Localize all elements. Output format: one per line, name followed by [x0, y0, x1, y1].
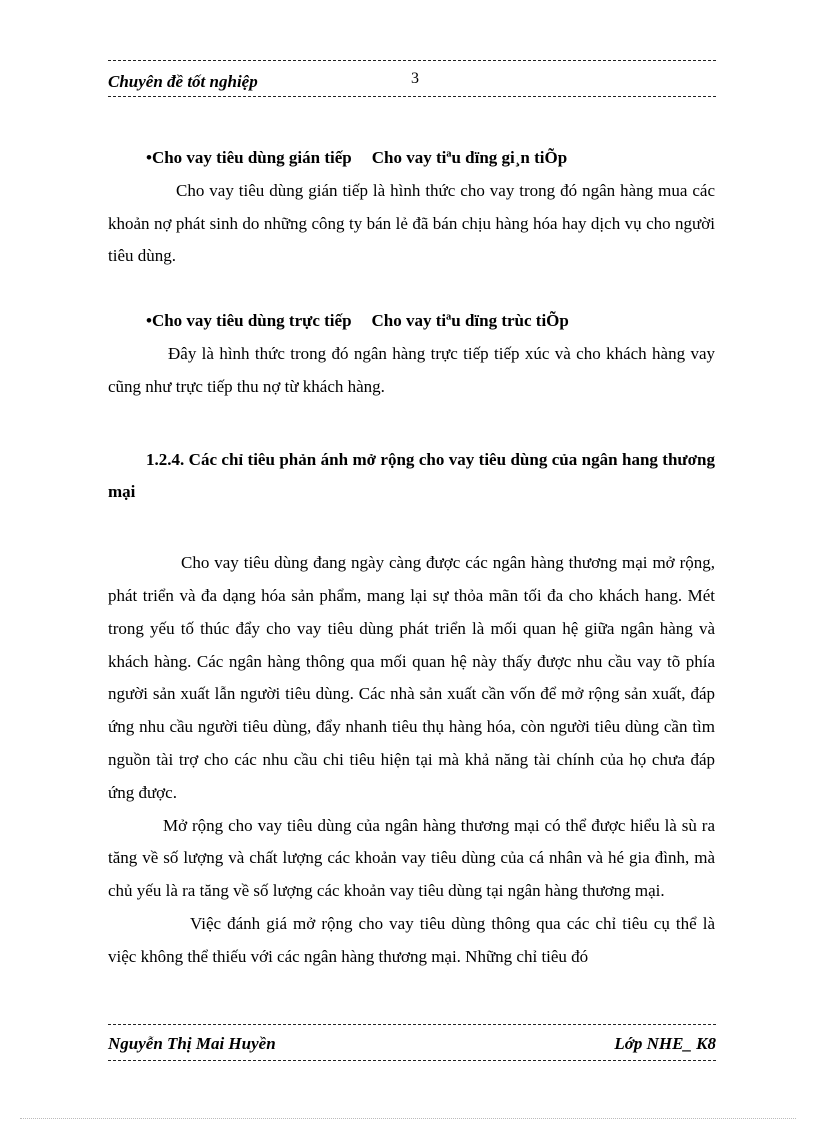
header-top-rule [108, 60, 716, 61]
bullet-heading-direct [108, 305, 715, 338]
footer-top-rule [108, 1024, 716, 1025]
bullet-heading-text: •Cho vay tiêu dùng trực tiếp [146, 311, 352, 331]
bullet-heading-indirect [108, 142, 715, 175]
section-heading: 1.2.4. Các chỉ tiêu phản ánh mở rộng cho vay tiêu dùng của ngân hang thương mại [108, 449, 715, 502]
bullet-heading-garbled: Cho vay tiªu dïng trùc tiÕp [371, 311, 569, 331]
paragraph-consumer-lending-growth: Cho vay tiêu dùng đang ngày càng được các ngân hàng thương mại mở rộng, phát triển và đa dạng hóa sản phẩm, mang lại sự thỏa mãn tối đa cho khách hang. Mét trong yếu tố thúc đẩy cho vay tiêu dùng phát triển là mối quan hệ giữa ngân hàng và khách hàng. Các ngân hàng thông qua mối quan hệ này thấy được nhu cầu vay tõ phía người sản xuất lẫn người tiêu dùng. Các nhà sản xuất cần vốn để mở rộng sản xuất, đáp ứng nhu cầu người tiêu dùng, đẩy nhanh tiêu thụ hàng hóa, còn người tiêu dùng cần tìm nguồn tài trợ cho các nhu cầu chi tiêu hiện tại mà khả năng tài chính của họ chưa đáp ứng được. [108, 553, 715, 802]
page-number: 3 [411, 70, 419, 87]
page-body [108, 142, 715, 974]
footer-author: Nguyễn Thị Mai Huyền [108, 1034, 276, 1053]
footer-bottom-rule [108, 1060, 716, 1061]
header-bottom-rule [108, 96, 716, 97]
bullet-heading-garbled: Cho vay tiªu dïng gi¸n tiÕp [371, 148, 568, 167]
paragraph-direct-loan: Đây là hình thức trong đó ngân hàng trực tiếp tiếp xúc và cho khách hàng vay cũng như trực tiếp thu nợ từ khách hàng. [108, 343, 715, 396]
header-title: Chuyên đề tốt nghiệp [108, 72, 258, 91]
paragraph-indirect-loan: Cho vay tiêu dùng gián tiếp là hình thức cho vay trong đó ngân hàng mua các khoản nợ phát sinh do những công ty bán lẻ đã bán chịu hàng hóa hay dịch vụ cho người tiêu dùng. [108, 180, 715, 266]
paragraph-expansion-definition: Mở rộng cho vay tiêu dùng của ngân hàng thương mại có thể được hiểu là sù ra tăng về số lượng và chất lượng các khoản vay tiêu dùng của cá nhân và hé gia đình, mà chủ yếu là ra tăng về số lượng các khoản vay tiêu dùng tại ngân hàng thương mại. [108, 815, 715, 901]
page-bottom-border [20, 1118, 796, 1119]
paragraph-evaluation-criteria: Việc đánh giá mở rộng cho vay tiêu dùng thông qua các chỉ tiêu cụ thể là việc không thể thiếu với các ngân hàng thương mại. Những chỉ tiêu đó [108, 913, 715, 966]
bullet-heading-text: •Cho vay tiêu dùng gián tiếp [146, 148, 352, 167]
footer-class: Lớp NHE_ K8 [614, 1034, 716, 1053]
